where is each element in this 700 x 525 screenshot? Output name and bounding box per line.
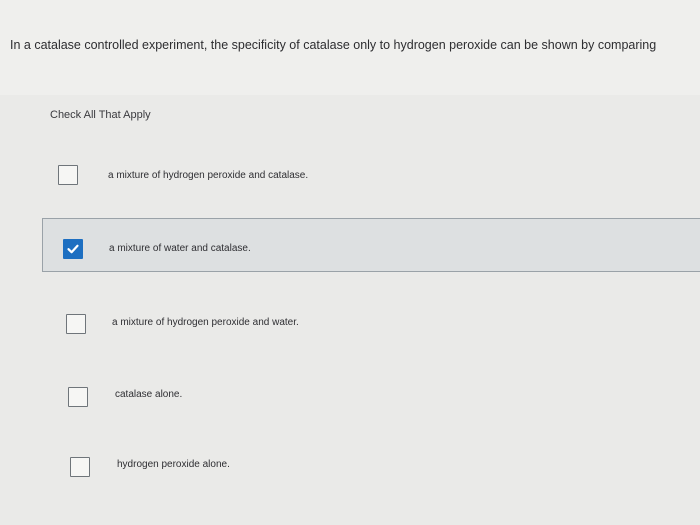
choice-5-label: hydrogen peroxide alone.: [117, 459, 230, 470]
choice-3-label: a mixture of hydrogen peroxide and water.: [112, 317, 299, 328]
choice-1[interactable]: [0, 150, 700, 204]
checkbox-1[interactable]: [58, 165, 78, 185]
choice-2[interactable]: [42, 218, 700, 272]
checkbox-2[interactable]: [63, 239, 83, 259]
checkbox-5[interactable]: [70, 457, 90, 477]
choice-1-label: a mixture of hydrogen peroxide and catalase.: [108, 170, 309, 181]
checkmark-icon: [66, 242, 80, 256]
question-bar: [0, 0, 700, 95]
choice-5[interactable]: [0, 441, 700, 495]
choice-2-label: a mixture of water and catalase.: [109, 243, 251, 254]
checkbox-4[interactable]: [68, 387, 88, 407]
choice-4-label: catalase alone.: [115, 389, 183, 400]
choice-3[interactable]: [0, 296, 700, 350]
instructions-label: Check All That Apply: [50, 109, 151, 121]
choice-4[interactable]: [0, 370, 700, 424]
checkbox-3[interactable]: [66, 314, 86, 334]
question-text: In a catalase controlled experiment, the specificity of catalase only to hydrogen peroxide can be shown by comparing: [10, 38, 657, 52]
